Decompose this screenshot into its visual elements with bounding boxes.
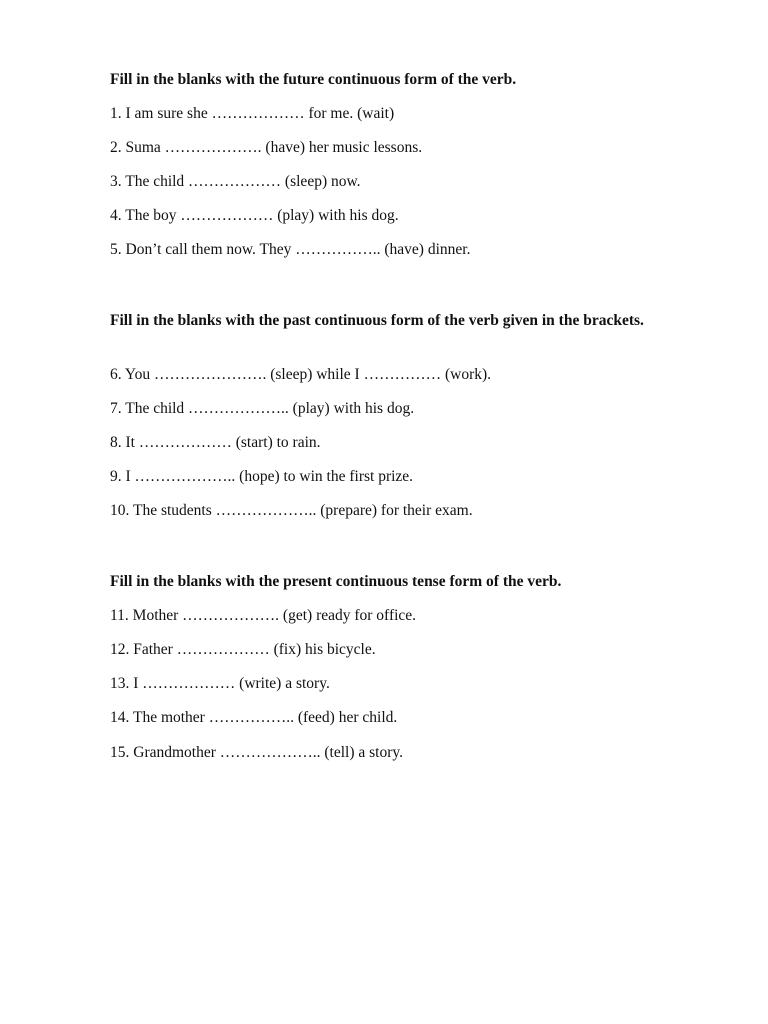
exercise-item-8: 8. It ……………… (start) to rain. <box>110 434 321 451</box>
exercise-item-6: 6. You …………………. (sleep) while I …………… (work). <box>110 366 492 383</box>
exercise-item-12: 12. Father ……………… (fix) his bicycle. <box>110 641 376 658</box>
section-1-heading: Fill in the blanks with the future continuous form of the verb. <box>110 71 517 88</box>
exercise-item-11: 11. Mother ………………. (get) ready for office. <box>110 607 417 624</box>
exercise-item-10: 10. The students ……………….. (prepare) for their exam. <box>110 502 473 519</box>
exercise-item-15: 15. Grandmother ……………….. (tell) a story. <box>110 744 404 761</box>
section-2-heading: Fill in the blanks with the past continuous form of the verb given in the brackets. <box>110 312 644 329</box>
exercise-item-3: 3. The child ……………… (sleep) now. <box>110 173 361 190</box>
exercise-item-4: 4. The boy ……………… (play) with his dog. <box>110 207 399 224</box>
section-3-heading: Fill in the blanks with the present continuous tense form of the verb. <box>110 573 562 590</box>
exercise-item-9: 9. I ……………….. (hope) to win the first prize. <box>110 468 414 485</box>
exercise-item-5: 5. Don’t call them now. They …………….. (have) dinner. <box>110 241 471 258</box>
exercise-item-14: 14. The mother …………….. (feed) her child. <box>110 709 398 726</box>
exercise-item-7: 7. The child ……………….. (play) with his dog. <box>110 400 415 417</box>
exercise-item-2: 2. Suma ………………. (have) her music lessons. <box>110 139 423 156</box>
exercise-item-13: 13. I ……………… (write) a story. <box>110 675 330 692</box>
exercise-item-1: 1. I am sure she ……………… for me. (wait) <box>110 105 395 122</box>
